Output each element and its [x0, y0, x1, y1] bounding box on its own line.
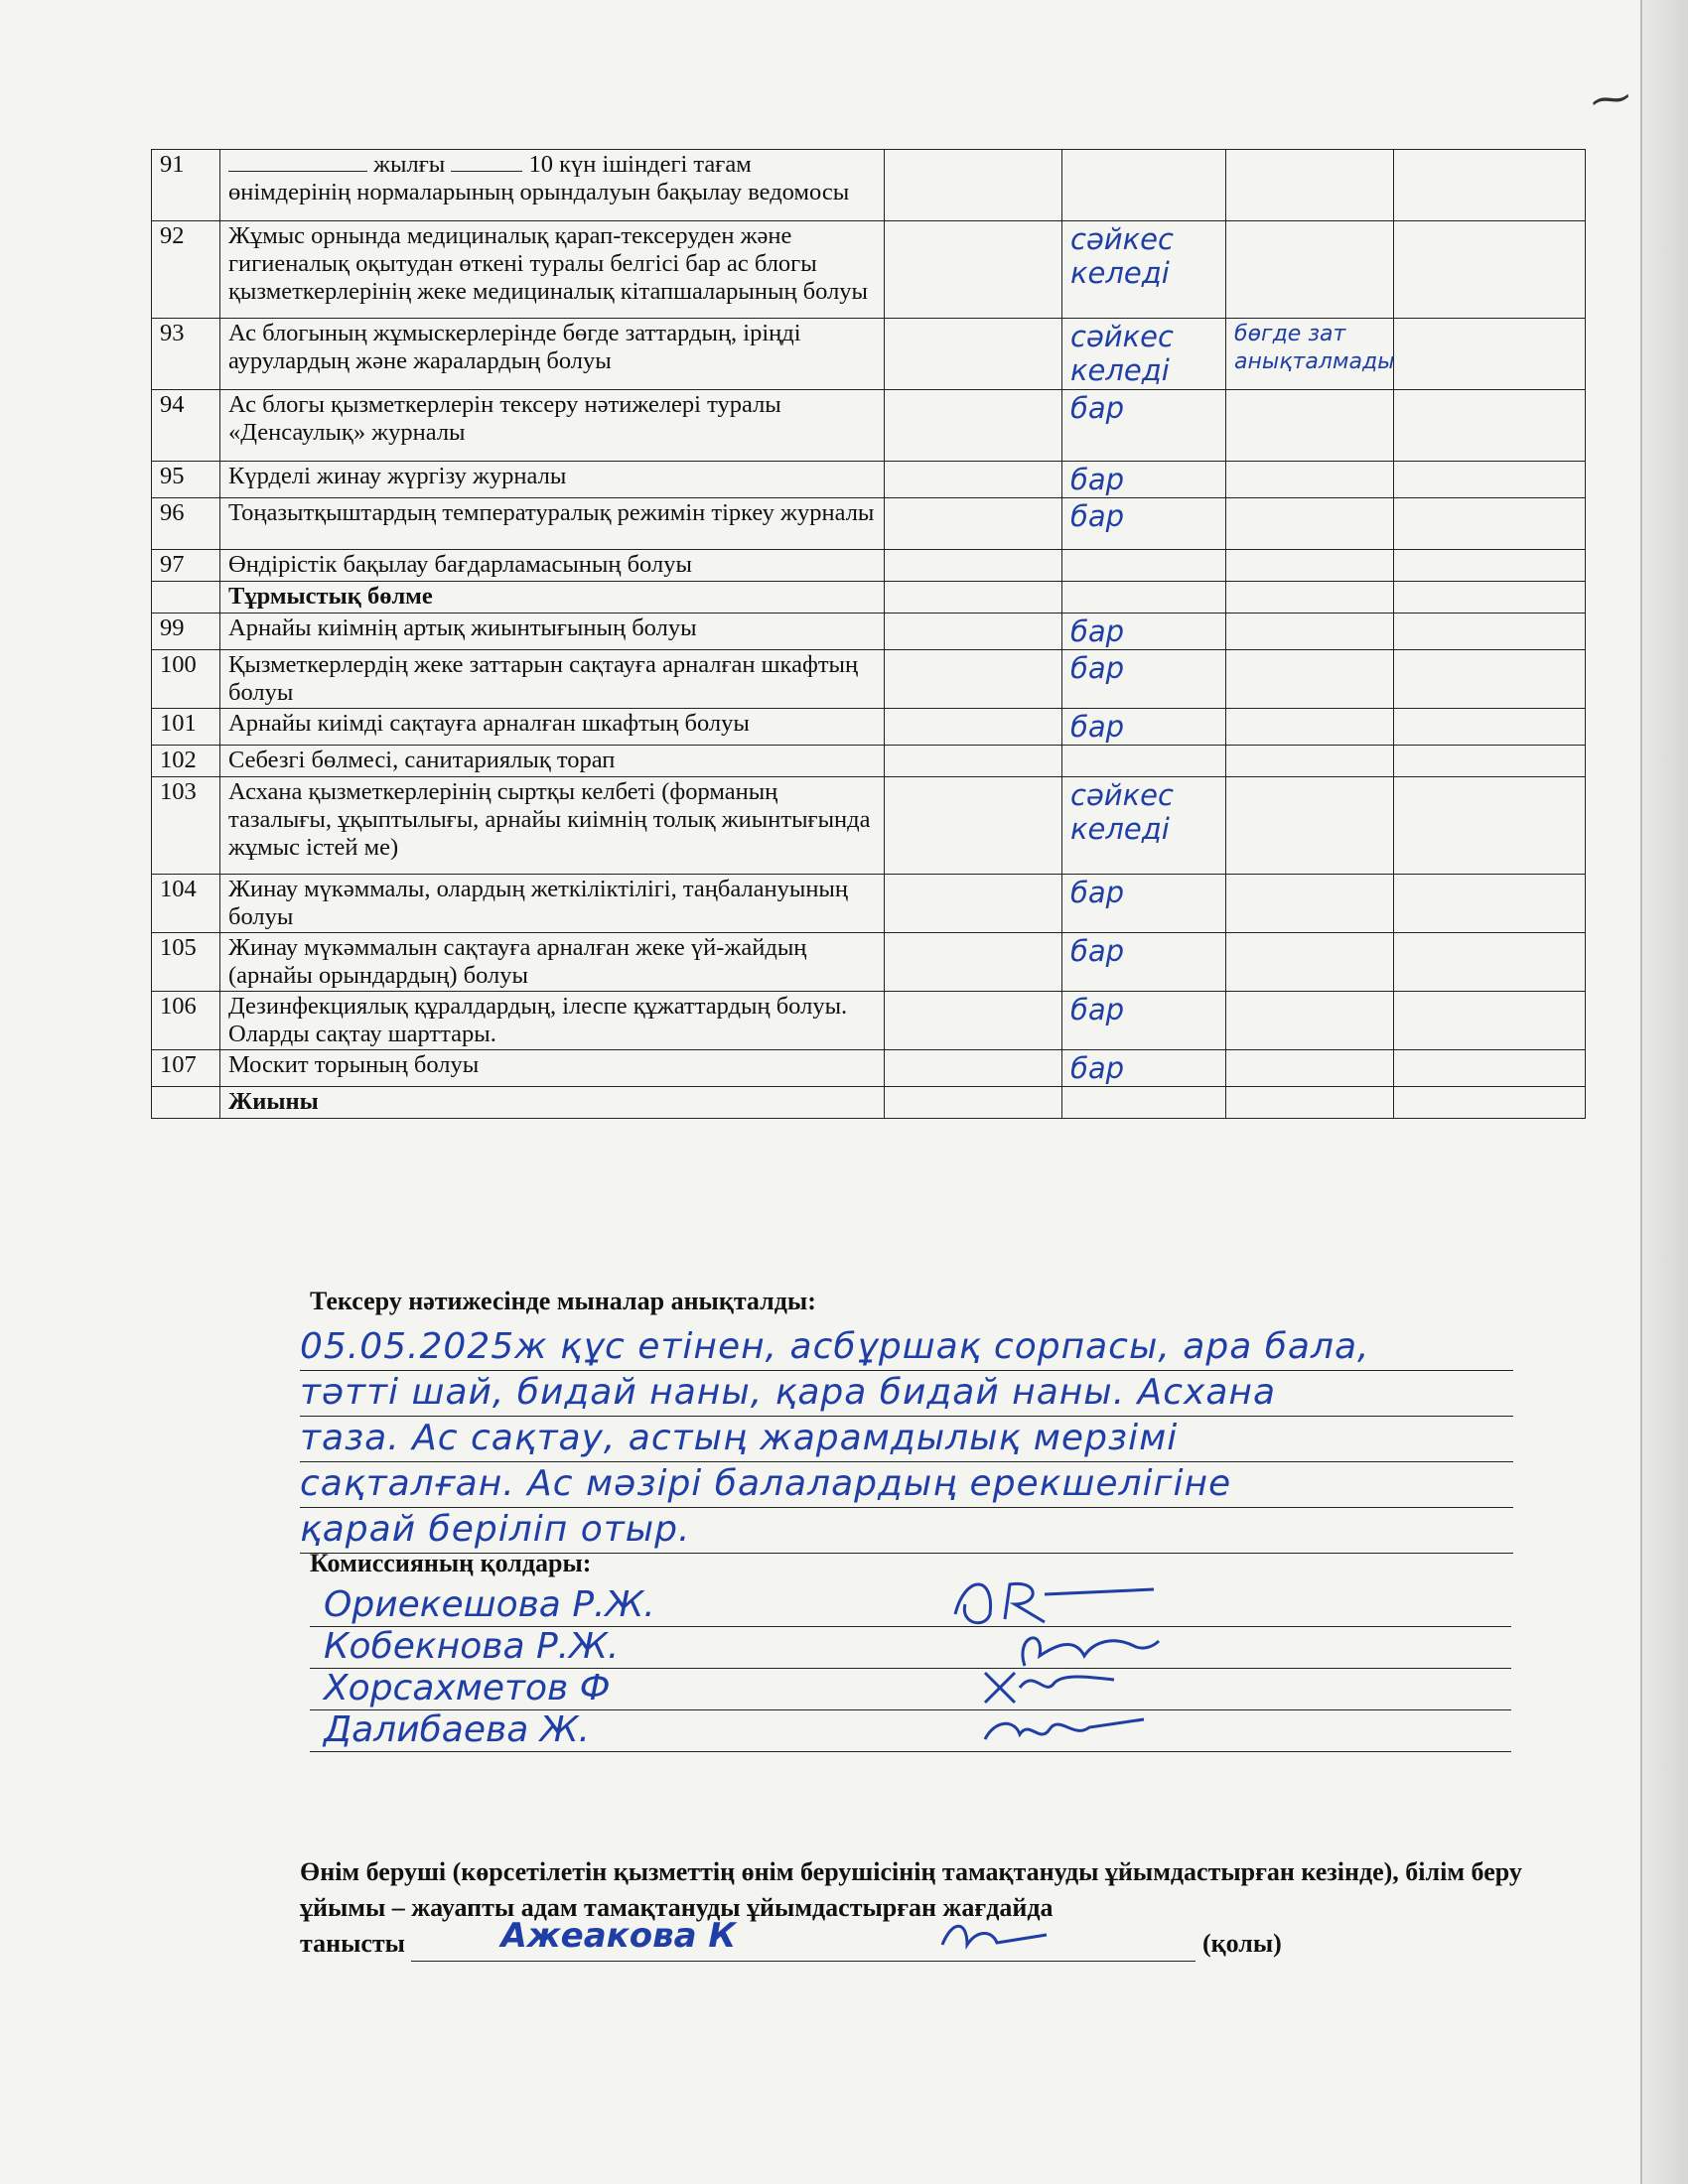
empty-cell: [1394, 614, 1586, 650]
mark-cell: [1062, 709, 1226, 746]
mark-cell: [1062, 390, 1226, 462]
acknowledgement: [300, 1854, 1531, 1962]
table-row: [152, 390, 1586, 462]
note-cell: [1226, 992, 1394, 1050]
note-cell: [1226, 390, 1394, 462]
empty-cell: [885, 1087, 1062, 1119]
row-number: 96: [152, 498, 220, 550]
handwritten-mark: бар: [1070, 710, 1125, 744]
ack-signature-line: [411, 1916, 1196, 1962]
table-row: [152, 462, 1586, 498]
row-number: 102: [152, 746, 220, 777]
table-row: [152, 550, 1586, 582]
row-text: Ас блогының жұмыскерлерінде бөгде заттардың, іріңді аурулардың және жаралардың болуы: [220, 319, 885, 390]
empty-cell: [1394, 875, 1586, 933]
row-number: 105: [152, 933, 220, 992]
row-number: 103: [152, 777, 220, 875]
row-text-part: жылғы: [367, 151, 452, 178]
handwritten-mark: бар: [1070, 614, 1125, 648]
commission-member: [310, 1626, 1511, 1669]
row-text: [220, 150, 885, 221]
empty-cell: [885, 221, 1062, 319]
handwritten-note: бөгде зат анықталмады: [1234, 322, 1395, 374]
member-name: Ориекешова Р.Ж.: [324, 1584, 655, 1625]
empty-cell: [1394, 650, 1586, 709]
handwritten-mark: бар: [1070, 463, 1125, 496]
handwritten-mark: бар: [1070, 934, 1125, 968]
empty-cell: [885, 150, 1062, 221]
empty-cell: [1394, 390, 1586, 462]
note-cell: [1226, 221, 1394, 319]
handwritten-mark: сәйкес келеді: [1070, 222, 1174, 290]
mark-cell: [1062, 319, 1226, 390]
mark-cell: [1062, 550, 1226, 582]
handwritten-mark: бар: [1070, 651, 1125, 685]
row-text: Өндірістік бақылау бағдарламасының болуы: [220, 550, 885, 582]
page-edge: [1640, 0, 1688, 2184]
note-cell: [1226, 1087, 1394, 1119]
empty-cell: [885, 875, 1062, 933]
row-number: 94: [152, 390, 220, 462]
empty-cell: [1394, 1050, 1586, 1087]
empty-cell: [1394, 319, 1586, 390]
staple-mark: ⁓: [1588, 73, 1633, 124]
row-number: 97: [152, 550, 220, 582]
note-cell: [1226, 933, 1394, 992]
findings-line: тәтті шай, бидай наны, қара бидай наны. Асхана: [300, 1370, 1513, 1417]
acknowledgement-text: Өнім беруші (көрсетілетін қызметтің өнім берушісінің тамақтануды ұйымдастырған кезінде), білім беру ұйымы – жауапты адам тамақтануды ұйымдастырған жағдайда: [300, 1857, 1522, 1922]
findings-title: Тексеру нәтижесінде мыналар анықталды:: [310, 1287, 816, 1315]
row-text: Қызметкерлердің жеке заттарын сақтауға арналған шкафтың болуы: [220, 650, 885, 709]
handwritten-mark: бар: [1070, 391, 1125, 425]
mark-cell: [1062, 582, 1226, 614]
empty-cell: [1394, 498, 1586, 550]
mark-cell: [1062, 746, 1226, 777]
empty-cell: [1394, 150, 1586, 221]
table-row: [152, 992, 1586, 1050]
row-text: Москит торының болуы: [220, 1050, 885, 1087]
signature-image: [945, 1700, 1164, 1759]
member-name: Далибаева Ж.: [324, 1709, 590, 1750]
table-row: [152, 319, 1586, 390]
empty-cell: [885, 992, 1062, 1050]
row-text-part: 10 күн ішіндегі тағам өнімдерінің нормаларының орындалуын бақылау ведомосы: [228, 151, 850, 205]
table-row: [152, 650, 1586, 709]
empty-cell: [1394, 1087, 1586, 1119]
findings-line: қарай беріліп отыр.: [300, 1507, 1513, 1554]
empty-cell: [885, 746, 1062, 777]
mark-cell: [1062, 992, 1226, 1050]
table-row: [152, 221, 1586, 319]
row-text: Күрделі жинау жүргізу журналы: [220, 462, 885, 498]
table-row: [152, 1050, 1586, 1087]
commission-member: [310, 1668, 1511, 1710]
handwritten-mark: бар: [1070, 993, 1125, 1026]
empty-cell: [885, 650, 1062, 709]
note-cell: [1226, 875, 1394, 933]
row-text: Асхана қызметкерлерінің сыртқы келбеті (форманың тазалығы, ұқыптылығы, арнайы киімнің толық жиынтығында жұмыс істей ме): [220, 777, 885, 875]
table-row: [152, 709, 1586, 746]
note-cell: [1226, 319, 1394, 390]
mark-cell: [1062, 933, 1226, 992]
table-row: [152, 933, 1586, 992]
empty-cell: [885, 933, 1062, 992]
empty-cell: [885, 319, 1062, 390]
member-name: Хорсахметов Ф: [324, 1668, 611, 1708]
mark-cell: [1062, 614, 1226, 650]
row-number: 92: [152, 221, 220, 319]
empty-cell: [1394, 992, 1586, 1050]
findings-line: таза. Ас сақтау, астың жарамдылық мерзімі: [300, 1416, 1513, 1462]
row-number: 106: [152, 992, 220, 1050]
row-number: 99: [152, 614, 220, 650]
empty-cell: [1394, 777, 1586, 875]
row-text: Тұрмыстық бөлме: [220, 582, 885, 614]
note-cell: [1226, 1050, 1394, 1087]
row-text: Жинау мүкәммалы, олардың жеткіліктілігі, таңбалануының болуы: [220, 875, 885, 933]
handwritten-mark: сәйкес келеді: [1070, 320, 1174, 387]
mark-cell: [1062, 875, 1226, 933]
row-text: Арнайы киімді сақтауға арналған шкафтың болуы: [220, 709, 885, 746]
mark-cell: [1062, 498, 1226, 550]
empty-cell: [1394, 746, 1586, 777]
row-text: Арнайы киімнің артық жиынтығының болуы: [220, 614, 885, 650]
table-row: [152, 875, 1586, 933]
empty-cell: [1394, 550, 1586, 582]
empty-cell: [885, 1050, 1062, 1087]
row-number: 95: [152, 462, 220, 498]
section-header-row: [152, 1087, 1586, 1119]
note-cell: [1226, 709, 1394, 746]
mark-cell: [1062, 462, 1226, 498]
empty-cell: [1394, 933, 1586, 992]
mark-cell: [1062, 777, 1226, 875]
empty-cell: [1394, 462, 1586, 498]
empty-cell: [885, 462, 1062, 498]
ack-suffix: (қолы): [1201, 1929, 1282, 1958]
commission-member: [310, 1709, 1511, 1752]
table-row: [152, 777, 1586, 875]
row-text: Жинау мүкәммалын сақтауға арналған жеке үй-жайдың (арнайы орындардың) болуы: [220, 933, 885, 992]
empty-cell: [885, 709, 1062, 746]
row-number: 101: [152, 709, 220, 746]
empty-cell: [885, 498, 1062, 550]
commission-title: Комиссияның қолдары:: [310, 1549, 592, 1577]
mark-cell: [1062, 650, 1226, 709]
row-number: 91: [152, 150, 220, 221]
findings-line: сақталған. Ас мәзірі балалардың ерекшелігіне: [300, 1461, 1513, 1508]
row-number: 93: [152, 319, 220, 390]
mark-cell: [1062, 150, 1226, 221]
note-cell: [1226, 150, 1394, 221]
empty-cell: [1394, 221, 1586, 319]
row-number: 107: [152, 1050, 220, 1087]
row-number: 100: [152, 650, 220, 709]
empty-cell: [1394, 709, 1586, 746]
member-name: Кобекнова Р.Ж.: [324, 1626, 620, 1667]
note-cell: [1226, 582, 1394, 614]
mark-cell: [1062, 1050, 1226, 1087]
row-text: Жұмыс орнында медициналық қарап-тексеруден және гигиеналық оқытудан өткені туралы белгісі бар ас блогы қызметкерлерінің жеке медициналық кітапшаларының болуы: [220, 221, 885, 319]
signature-image: [937, 1915, 1056, 1959]
handwritten-mark: сәйкес келеді: [1070, 778, 1174, 846]
row-text: Жиыны: [220, 1087, 885, 1119]
ack-label: танысты: [300, 1929, 405, 1958]
ack-name: Ажеакова К: [500, 1916, 737, 1956]
table-row: [152, 150, 1586, 221]
empty-cell: [885, 582, 1062, 614]
row-number: [152, 1087, 220, 1119]
table-row: [152, 614, 1586, 650]
row-text: Ас блогы қызметкерлерін тексеру нәтижелері туралы «Денсаулық» журналы: [220, 390, 885, 462]
findings-line: 05.05.2025ж құс етінен, асбұршақ сорпасы, ара бала,: [300, 1324, 1513, 1371]
note-cell: [1226, 614, 1394, 650]
empty-cell: [1394, 582, 1586, 614]
note-cell: [1226, 462, 1394, 498]
table-row: [152, 498, 1586, 550]
note-cell: [1226, 777, 1394, 875]
empty-cell: [885, 550, 1062, 582]
row-text: Дезинфекциялық құралдардың, ілеспе құжаттардың болуы. Оларды сақтау шарттары.: [220, 992, 885, 1050]
blank-field: [451, 171, 522, 172]
note-cell: [1226, 746, 1394, 777]
empty-cell: [885, 390, 1062, 462]
handwritten-mark: бар: [1070, 876, 1125, 909]
commission-member: [310, 1584, 1511, 1627]
handwritten-mark: бар: [1070, 499, 1125, 533]
mark-cell: [1062, 221, 1226, 319]
checklist-table: [151, 149, 1586, 1119]
empty-cell: [885, 777, 1062, 875]
row-text: Тоңазытқыштардың температуралық режимін тіркеу журналы: [220, 498, 885, 550]
row-text: Себезгі бөлмесі, санитариялық торап: [220, 746, 885, 777]
note-cell: [1226, 650, 1394, 709]
note-cell: [1226, 550, 1394, 582]
table-row: [152, 746, 1586, 777]
section-header-row: [152, 582, 1586, 614]
note-cell: [1226, 498, 1394, 550]
handwritten-mark: бар: [1070, 1051, 1125, 1085]
blank-field: [228, 171, 367, 172]
empty-cell: [885, 614, 1062, 650]
row-number: 104: [152, 875, 220, 933]
mark-cell: [1062, 1087, 1226, 1119]
row-number: [152, 582, 220, 614]
